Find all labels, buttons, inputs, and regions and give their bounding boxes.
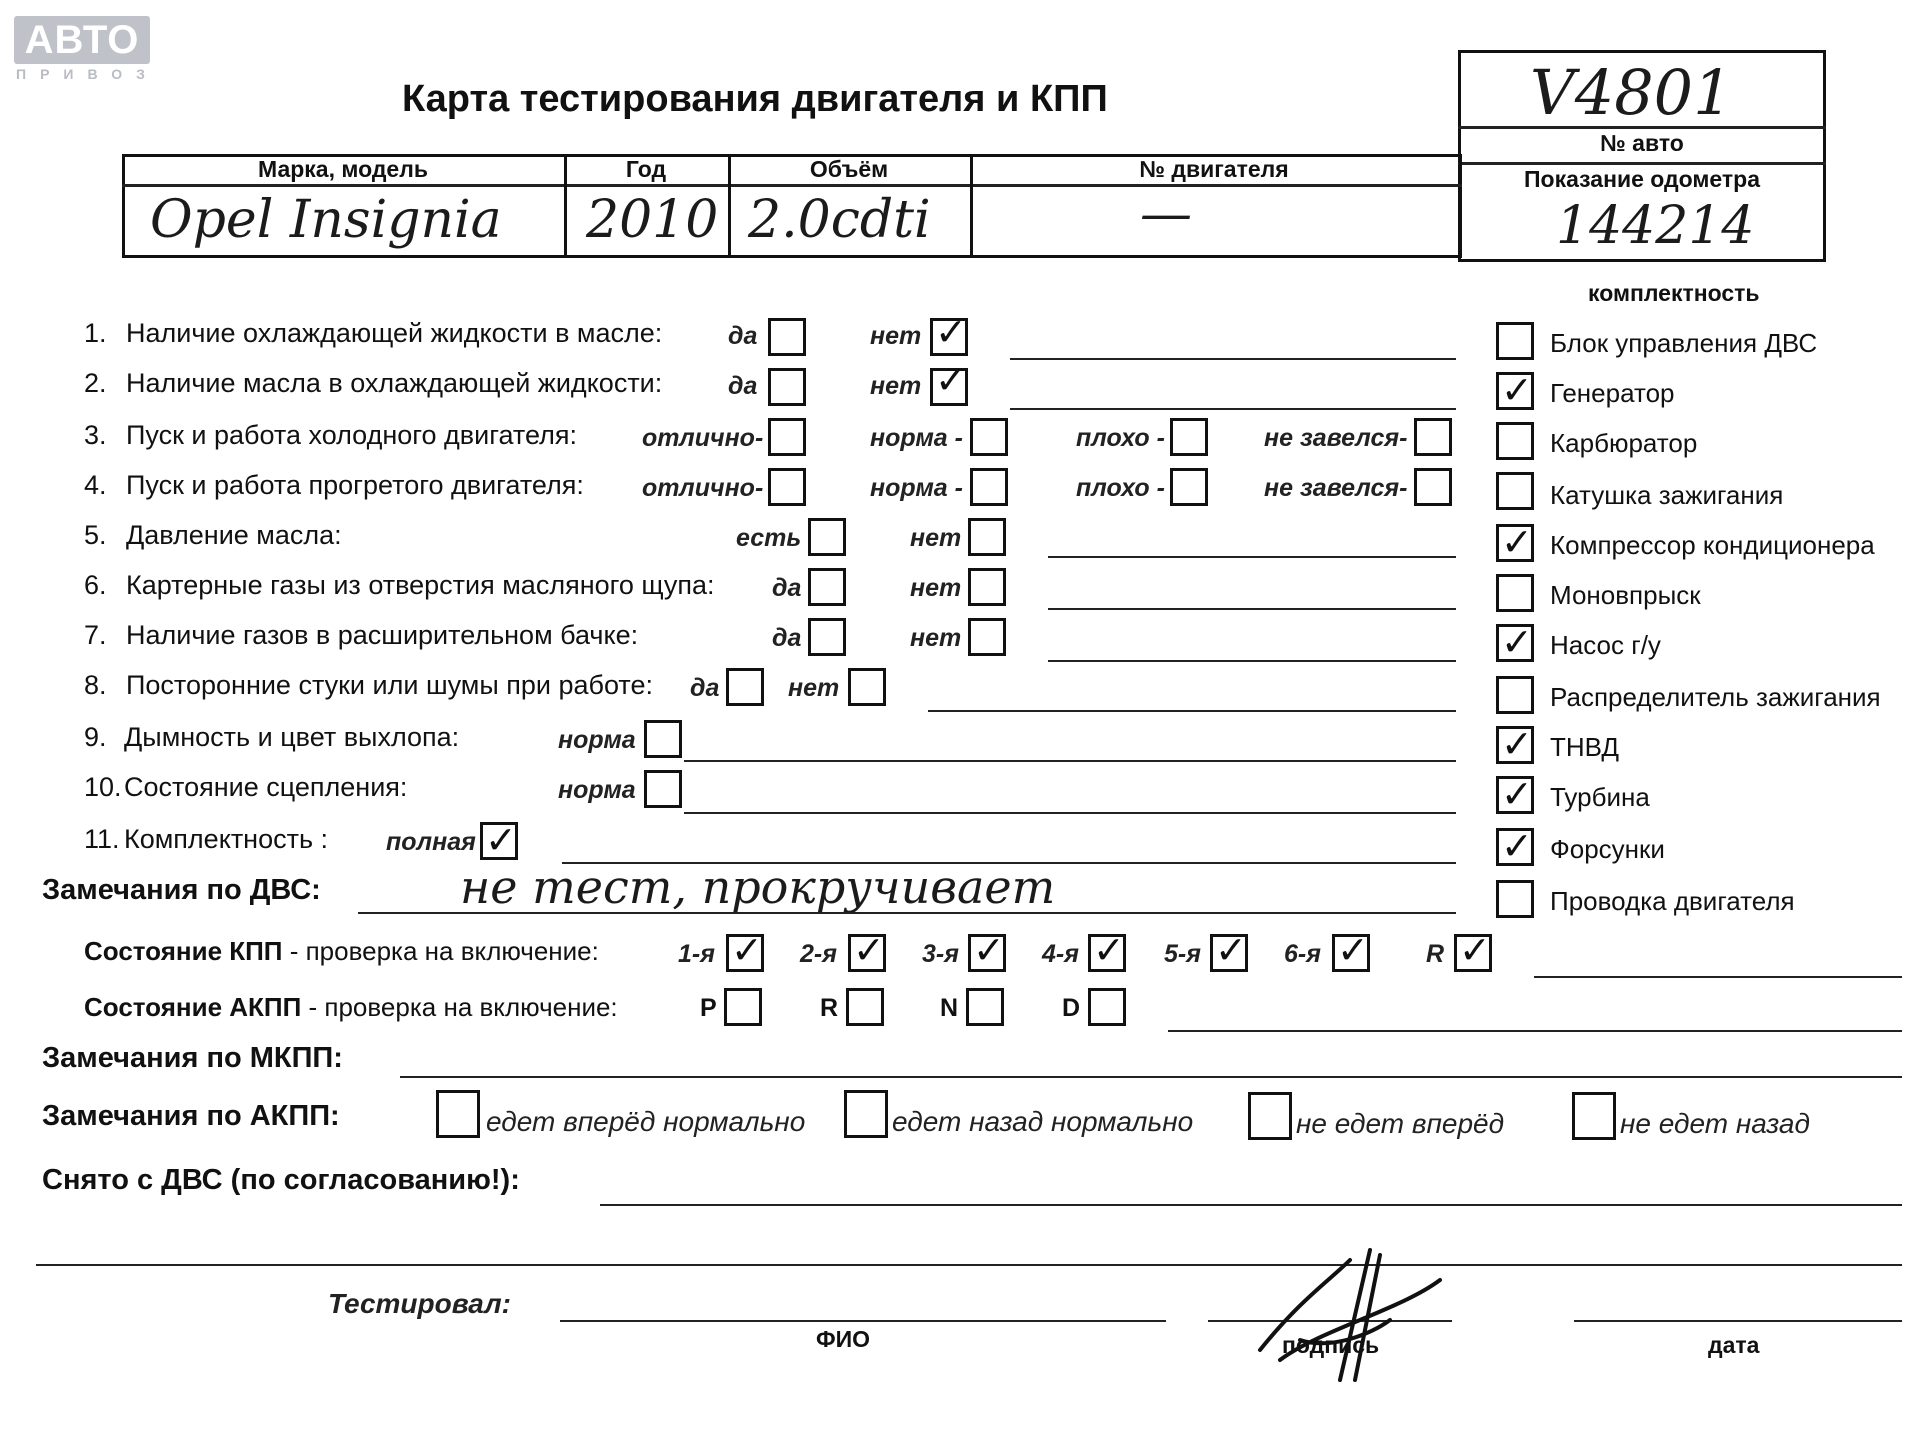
kit-item-label: Моновпрыск bbox=[1550, 580, 1701, 610]
kpp-label-rest: - проверка на включение: bbox=[282, 936, 599, 966]
check-3-normal-label: норма - bbox=[870, 424, 963, 452]
akpp-d-box[interactable] bbox=[1088, 988, 1126, 1026]
check-8-number: 8. bbox=[84, 670, 107, 700]
engine-remarks-value: не тест, прокручивает bbox=[460, 860, 1056, 914]
answer-line bbox=[1048, 608, 1456, 610]
car-number-value: V4801 bbox=[1530, 56, 1733, 129]
akpp-no-backward-box[interactable] bbox=[1572, 1092, 1616, 1140]
gear-4-label: 4-я bbox=[1042, 940, 1079, 968]
kpp-label-bold: Состояние КПП bbox=[84, 936, 283, 966]
kit-item-label: Генератор bbox=[1550, 378, 1675, 408]
kit-item-label: Блок управления ДВС bbox=[1550, 328, 1818, 358]
check-8-no-label: нет bbox=[788, 674, 840, 702]
gear-r-label: R bbox=[1426, 940, 1445, 968]
check-mark-icon: ✓ bbox=[731, 928, 763, 972]
page-title: Карта тестирования двигателя и КПП bbox=[402, 78, 1108, 120]
akpp-label-rest: - проверка на включение: bbox=[301, 992, 618, 1022]
check-10-number: 10. bbox=[84, 772, 122, 802]
check-2-yes-box[interactable] bbox=[768, 368, 806, 406]
kit-item-label: Распределитель зажигания bbox=[1550, 682, 1881, 712]
kit-item-label: Карбюратор bbox=[1550, 428, 1698, 458]
signature-scribble bbox=[1240, 1240, 1460, 1390]
removed-label: Снято с ДВС (по согласованию!): bbox=[42, 1164, 520, 1196]
odometer-value: 144214 bbox=[1556, 196, 1755, 256]
model-value: Opel Insignia bbox=[150, 190, 502, 250]
check-mark-icon: ✓ bbox=[935, 310, 967, 354]
check-7-no-label: нет bbox=[910, 624, 962, 652]
check-mark-icon: ✓ bbox=[1501, 520, 1533, 564]
check-5-yes-box[interactable] bbox=[808, 518, 846, 556]
check-3-excellent-box[interactable] bbox=[768, 418, 806, 456]
akpp-label-bold: Состояние АКПП bbox=[84, 992, 302, 1022]
check-6-yes-box[interactable] bbox=[808, 568, 846, 606]
check-11-number: 11. bbox=[84, 824, 120, 854]
gear-6-box[interactable] bbox=[1332, 928, 1370, 972]
answer-line bbox=[1010, 408, 1456, 410]
check-4-excellent-box[interactable] bbox=[768, 468, 806, 506]
check-10-normal-label: норма bbox=[558, 776, 636, 804]
kit-item-label: Насос г/у bbox=[1550, 630, 1661, 660]
kit-item-box[interactable] bbox=[1496, 620, 1534, 664]
check-11-label: Комплектность : bbox=[124, 824, 329, 854]
check-2-yes-label: да bbox=[728, 372, 758, 400]
answer-line bbox=[1010, 358, 1456, 360]
check-11-full-label: полная bbox=[386, 828, 476, 856]
check-1-yes-box[interactable] bbox=[768, 318, 806, 356]
answer-line bbox=[1048, 556, 1456, 558]
check-1-no-label: нет bbox=[870, 322, 922, 350]
answer-line bbox=[684, 760, 1456, 762]
fio-label: ФИО bbox=[816, 1326, 871, 1352]
kit-item-box[interactable] bbox=[1496, 520, 1534, 564]
check-9-label: Дымность и цвет выхлопа: bbox=[124, 722, 460, 752]
kit-item-label: Катушка зажигания bbox=[1550, 480, 1784, 510]
check-5-number: 5. bbox=[84, 520, 107, 550]
akpp-r-label: R bbox=[820, 994, 839, 1022]
akpp-n-label: N bbox=[940, 994, 959, 1022]
column-model: Марка, модель bbox=[258, 156, 428, 182]
check-4-excellent-label: отлично- bbox=[642, 474, 764, 502]
check-mark-icon: ✓ bbox=[853, 928, 885, 972]
engine-number-value: — bbox=[1140, 184, 1192, 244]
check-mark-icon: ✓ bbox=[1501, 722, 1533, 766]
check-6-number: 6. bbox=[84, 570, 107, 600]
answer-line bbox=[1168, 1030, 1902, 1032]
akpp-p-box[interactable] bbox=[724, 988, 762, 1026]
answer-line bbox=[36, 1264, 1902, 1266]
akpp-n-box[interactable] bbox=[966, 988, 1004, 1026]
tested-label: Тестировал: bbox=[328, 1288, 511, 1319]
check-7-label: Наличие газов в расширительном бачке: bbox=[126, 620, 639, 650]
answer-line bbox=[1048, 660, 1456, 662]
check-7-no-box[interactable] bbox=[968, 618, 1006, 656]
answer-line bbox=[600, 1204, 1902, 1206]
car-number-label: № авто bbox=[1600, 130, 1684, 156]
check-5-no-label: нет bbox=[910, 524, 962, 552]
check-9-number: 9. bbox=[84, 722, 107, 752]
answer-line bbox=[684, 812, 1456, 814]
gear-1-box[interactable] bbox=[726, 928, 764, 972]
check-1-yes-label: да bbox=[728, 322, 758, 350]
engine-remarks-label: Замечания по ДВС: bbox=[42, 874, 321, 906]
divider bbox=[122, 184, 1462, 187]
check-8-yes-box[interactable] bbox=[726, 668, 764, 706]
check-4-normal-box[interactable] bbox=[970, 468, 1008, 506]
check-3-no-start-label: не завелся- bbox=[1264, 424, 1408, 452]
check-mark-icon: ✓ bbox=[1337, 928, 1369, 972]
check-3-normal-box[interactable] bbox=[970, 418, 1008, 456]
check-6-yes-label: да bbox=[772, 574, 802, 602]
gear-r-box[interactable] bbox=[1454, 928, 1492, 972]
answer-line bbox=[358, 912, 1456, 914]
check-3-label: Пуск и работа холодного двигателя: bbox=[126, 420, 577, 450]
check-4-no-start-box[interactable] bbox=[1414, 468, 1452, 506]
kit-item-label: ТНВД bbox=[1550, 732, 1620, 762]
kit-item-box[interactable] bbox=[1496, 676, 1534, 714]
column-engine-number: № двигателя bbox=[1139, 156, 1289, 182]
gear-6-label: 6-я bbox=[1284, 940, 1321, 968]
logo: АВТО bbox=[14, 16, 150, 64]
kit-title: комплектность bbox=[1588, 280, 1760, 306]
akpp-d-label: D bbox=[1062, 994, 1081, 1022]
kit-item-box[interactable] bbox=[1496, 422, 1534, 460]
check-6-no-box[interactable] bbox=[968, 568, 1006, 606]
check-3-bad-label: плохо - bbox=[1076, 424, 1165, 452]
column-volume: Объём bbox=[809, 156, 889, 182]
date-line bbox=[1574, 1320, 1902, 1322]
check-4-bad-box[interactable] bbox=[1170, 468, 1208, 506]
check-6-no-label: нет bbox=[910, 574, 962, 602]
kit-item-box[interactable] bbox=[1496, 472, 1534, 510]
check-5-yes-label: есть bbox=[736, 524, 802, 552]
kit-item-box[interactable] bbox=[1496, 772, 1534, 816]
gear-1-label: 1-я bbox=[678, 940, 715, 968]
kit-item-box[interactable] bbox=[1496, 880, 1534, 918]
divider bbox=[1458, 162, 1826, 165]
check-mark-icon: ✓ bbox=[1215, 928, 1247, 972]
check-8-label: Посторонние стуки или шумы при работе: bbox=[126, 670, 653, 700]
akpp-no-backward-label: не едет назад bbox=[1620, 1108, 1810, 1139]
check-6-label: Картерные газы из отверстия масляного щупа: bbox=[126, 570, 715, 600]
check-3-excellent-label: отлично- bbox=[642, 424, 764, 452]
gear-4-box[interactable] bbox=[1088, 928, 1126, 972]
check-2-no-box[interactable] bbox=[930, 358, 968, 406]
answer-line bbox=[928, 710, 1456, 712]
mkpp-remarks-label: Замечания по МКПП: bbox=[42, 1042, 343, 1074]
check-1-no-box[interactable] bbox=[930, 310, 968, 356]
check-7-yes-label: да bbox=[772, 624, 802, 652]
odometer-label: Показание одометра bbox=[1524, 166, 1760, 192]
akpp-remarks-label: Замечания по АКПП: bbox=[42, 1100, 340, 1132]
akpp-forward-ok-label: едет вперёд нормально bbox=[486, 1106, 806, 1137]
check-4-no-start-label: не завелся- bbox=[1264, 474, 1408, 502]
gear-5-box[interactable] bbox=[1210, 928, 1248, 972]
akpp-no-forward-label: не едет вперёд bbox=[1296, 1108, 1505, 1139]
akpp-label bbox=[84, 992, 618, 1023]
check-7-number: 7. bbox=[84, 620, 107, 650]
check-2-label: Наличие масла в охлаждающей жидкости: bbox=[126, 368, 663, 398]
check-3-bad-box[interactable] bbox=[1170, 418, 1208, 456]
kit-item-box[interactable] bbox=[1496, 824, 1534, 868]
check-4-bad-label: плохо - bbox=[1076, 474, 1165, 502]
check-8-no-box[interactable] bbox=[848, 668, 886, 706]
check-9-normal-box[interactable] bbox=[644, 720, 682, 758]
check-mark-icon: ✓ bbox=[973, 928, 1005, 972]
year-value: 2010 bbox=[586, 190, 719, 250]
kit-item-box[interactable] bbox=[1496, 368, 1534, 412]
gear-3-label: 3-я bbox=[922, 940, 959, 968]
check-4-label: Пуск и работа прогретого двигателя: bbox=[126, 470, 584, 500]
check-4-number: 4. bbox=[84, 470, 107, 500]
check-9-normal-label: норма bbox=[558, 726, 636, 754]
kit-item-box[interactable] bbox=[1496, 722, 1534, 766]
kpp-label bbox=[84, 936, 599, 967]
kit-item-label: Форсунки bbox=[1550, 834, 1665, 864]
check-mark-icon: ✓ bbox=[1501, 772, 1533, 816]
check-3-no-start-box[interactable] bbox=[1414, 418, 1452, 456]
logo-subtitle: ПРИВОЗ bbox=[16, 66, 159, 82]
answer-line bbox=[400, 1076, 1902, 1078]
check-1-number: 1. bbox=[84, 318, 107, 348]
gear-2-label: 2-я bbox=[800, 940, 837, 968]
gear-5-label: 5-я bbox=[1164, 940, 1201, 968]
answer-line bbox=[1534, 976, 1902, 978]
akpp-backward-ok-box[interactable] bbox=[844, 1090, 888, 1138]
check-7-yes-box[interactable] bbox=[808, 618, 846, 656]
kit-item-label: Компрессор кондиционера bbox=[1550, 530, 1875, 560]
check-2-number: 2. bbox=[84, 368, 107, 398]
akpp-backward-ok-label: едет назад нормально bbox=[892, 1106, 1194, 1137]
gear-3-box[interactable] bbox=[968, 928, 1006, 972]
check-5-label: Давление масла: bbox=[126, 520, 342, 550]
column-year: Год bbox=[625, 156, 667, 182]
check-mark-icon: ✓ bbox=[1501, 368, 1533, 412]
check-mark-icon: ✓ bbox=[1459, 928, 1491, 972]
check-mark-icon: ✓ bbox=[935, 358, 967, 402]
check-11-full-box[interactable] bbox=[480, 818, 518, 862]
check-10-normal-box[interactable] bbox=[644, 770, 682, 808]
check-2-no-label: нет bbox=[870, 372, 922, 400]
signature-label: подпись bbox=[1282, 1332, 1380, 1358]
kit-item-label: Проводка двигателя bbox=[1550, 886, 1795, 916]
check-5-no-box[interactable] bbox=[968, 518, 1006, 556]
akpp-forward-ok-box[interactable] bbox=[436, 1090, 480, 1138]
check-mark-icon: ✓ bbox=[1093, 928, 1125, 972]
fio-line bbox=[560, 1320, 1166, 1322]
volume-value: 2.0cdti bbox=[748, 190, 931, 250]
akpp-p-label: P bbox=[700, 994, 717, 1022]
date-label: дата bbox=[1708, 1332, 1760, 1358]
kit-item-label: Турбина bbox=[1550, 782, 1650, 812]
check-10-label: Состояние сцепления: bbox=[124, 772, 408, 802]
check-4-normal-label: норма - bbox=[870, 474, 963, 502]
akpp-no-forward-box[interactable] bbox=[1248, 1092, 1292, 1140]
check-1-label: Наличие охлаждающей жидкости в масле: bbox=[126, 318, 663, 348]
kit-item-box[interactable] bbox=[1496, 574, 1534, 612]
check-mark-icon: ✓ bbox=[1501, 620, 1533, 664]
kit-item-box[interactable] bbox=[1496, 322, 1534, 360]
check-mark-icon: ✓ bbox=[485, 818, 517, 862]
check-3-number: 3. bbox=[84, 420, 107, 450]
akpp-r-box[interactable] bbox=[846, 988, 884, 1026]
check-mark-icon: ✓ bbox=[1501, 824, 1533, 868]
check-8-yes-label: да bbox=[690, 674, 720, 702]
gear-2-box[interactable] bbox=[848, 928, 886, 972]
